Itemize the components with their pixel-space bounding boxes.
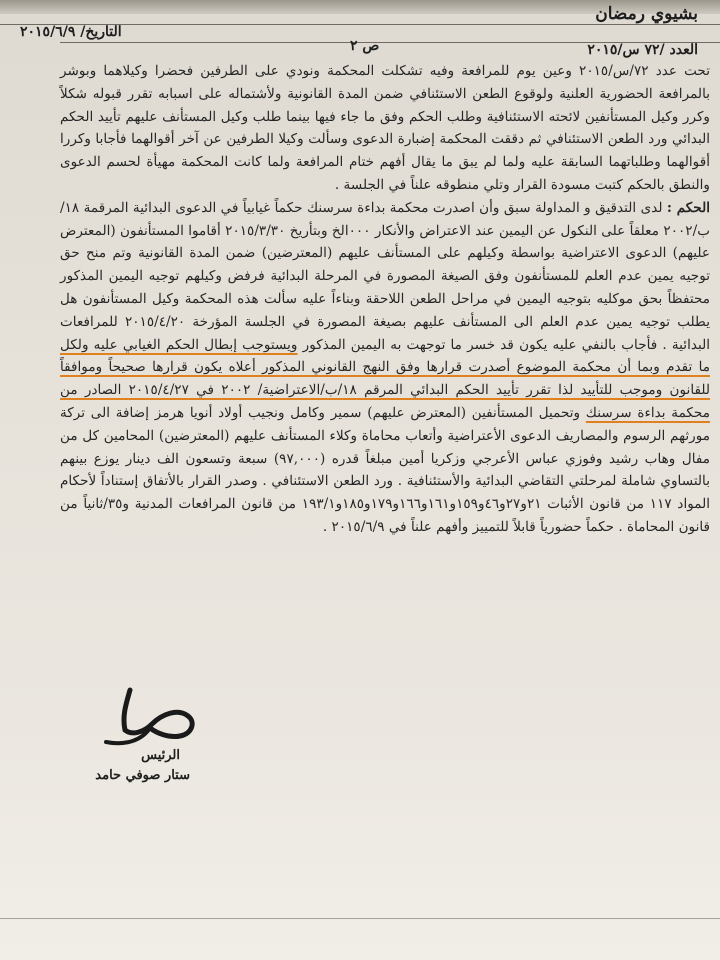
signatory-name: ستار صوفي حامد	[95, 768, 190, 783]
judgment-text-part-a: لدى التدقيق و المداولة سبق وأن اصدرت محكمة بداءة سرسنك حكماً غيابياً في الدعوى البدائية المرقمة ١٨/ب/٢٠٠٢ معلقاً على النكول عن اليمين عند الاعتراض والأنكار ٠٠٠الخ وبتأريخ ٢٠١٥/٣/٣٠ أقاموا المستأنفون (المعترض عليهم) الدعوى الاعتراضية بواسطة وكيلهم على المستأنف عليهم (المعترضين) ضمن المدة القانونية وتم منح حق توجيه يمين عدم العلم للمستأنفون وفق الصيغة المصورة في المرحلة البدائية فرفض وكيلهم توجيه اليمين المذكور محتفظاً بحق موكليه بتوجيه اليمين في مراحل الطعن اللاحقة وبناءاً عليه سألت هذه المحكمة وكيل المستأنفون هل يطلب توجيه يمين عدم العلم الى المستأنف عليهم بصيغة المصورة في الجلسة المؤرخة ٢٠١٥/٤/٢٠ للمرافعات البدائية . فأجاب بالنفي عليه يكون قد خسر ما توجهت به اليمين المذكور	[60, 199, 710, 353]
signature-mark	[92, 686, 212, 752]
signatory-role: الرئيس	[141, 748, 180, 763]
paragraph-judgment	[60, 197, 710, 539]
judgment-label: الحكم :	[666, 199, 710, 216]
judgment-body	[60, 60, 710, 539]
header-case-number: العدد /٧٢ س/٢٠١٥	[587, 42, 698, 58]
judgment-text-part-b: وتحميل المستأنفين (المعترض عليهم) سمير وكامل ونجيب أولاد أنويا هرمز إضافة الى تركة مورثهم الرسوم والمصاريف الدعوى الأعتراضية وأتعاب محاماة وكلاء المستأنف عليهم (المعترضين) المحامين كل من مفال وهاب رشيد وفوزي عباس الأعرجي وزكريا أمين مبلغاً قدره (٩٧,٠٠٠) سبعة وتسعون الف دينار يوزع بينهم بالتساوي شاملة لمرحلتي التقاضي البدائية والأستئنافية . ورد الطعن الاستئنافي . وصدر القرار بالأتفاق إستناداً لأحكام المواد ١١٧ من قانون الأثبات ٢١و٢٧و٤٦و١٥٩و١٦١و١٦٦و١٧٩و١٨٥و١٩٣/١ من قانون المرافعات المدنية و٣٥/ثانياً من قانون المحاماة . حكماً حضورياً قابلاً للتمييز وأفهم علناً في ٢٠١٥/٦/٩ .	[60, 404, 711, 535]
header-date: التاريخ/ ٢٠١٥/٦/٩	[20, 24, 122, 40]
paragraph-proceedings: تحت عدد ٧٢/س/٢٠١٥ وعين يوم للمرافعة وفيه تشكلت المحكمة ونودي على الطرفين فحضرا وكيلاهما وبوشر بالمرافعة الحضورية العلنية ولوقوع الطعن الاستئنافي ضمن المدة القانونية ولأشتماله على اسبابه تقرر قبوله شكلاً وكرر وكيل المستأنفين لائحته الاستئنافية وطلب الحكم وفق ما جاء فيها بينما طلب وكيل المستأنف عليهم تأييد الحكم البدائي ورد الطعن الاستئنافي ثم دققت المحكمة إضبارة الدعوى وسألت وكيلا الطرفين عن آخر أقوالهما فأجابا وكررا أقوالهما وطلباتهما السابقة عليه ولما لم يبق ما يقال أفهم ختام المرافعة ولما كانت المحكمة مهيأة لحسم الدعوى والنطق بالحكم كتبت مسودة القرار وتلي منطوقه علناً في الجلسة .	[60, 63, 710, 193]
header-page-number: ص ٢	[350, 38, 380, 54]
footer-rule	[0, 918, 720, 919]
header-name: بشيوي رمضان	[595, 4, 698, 24]
underlined-ruling: ويستوجب إبطال الحكم الغيابي عليه ولكل ما تقدم وبما أن محكمة الموضوع أصدرت قرارها وفق النهج القانوني المذكور أعلاه يكون قرارها صحيحاً وموافقاً للقانون وموجب للتأييد لذا تقرر تأييد الحكم البدائي المرقم ١٨/ب/الاعتراضية/ ٢٠٠٢ في ٢٠١٥/٤/٢٧ الصادر من محكمة بداءة سرسنك	[60, 336, 710, 421]
